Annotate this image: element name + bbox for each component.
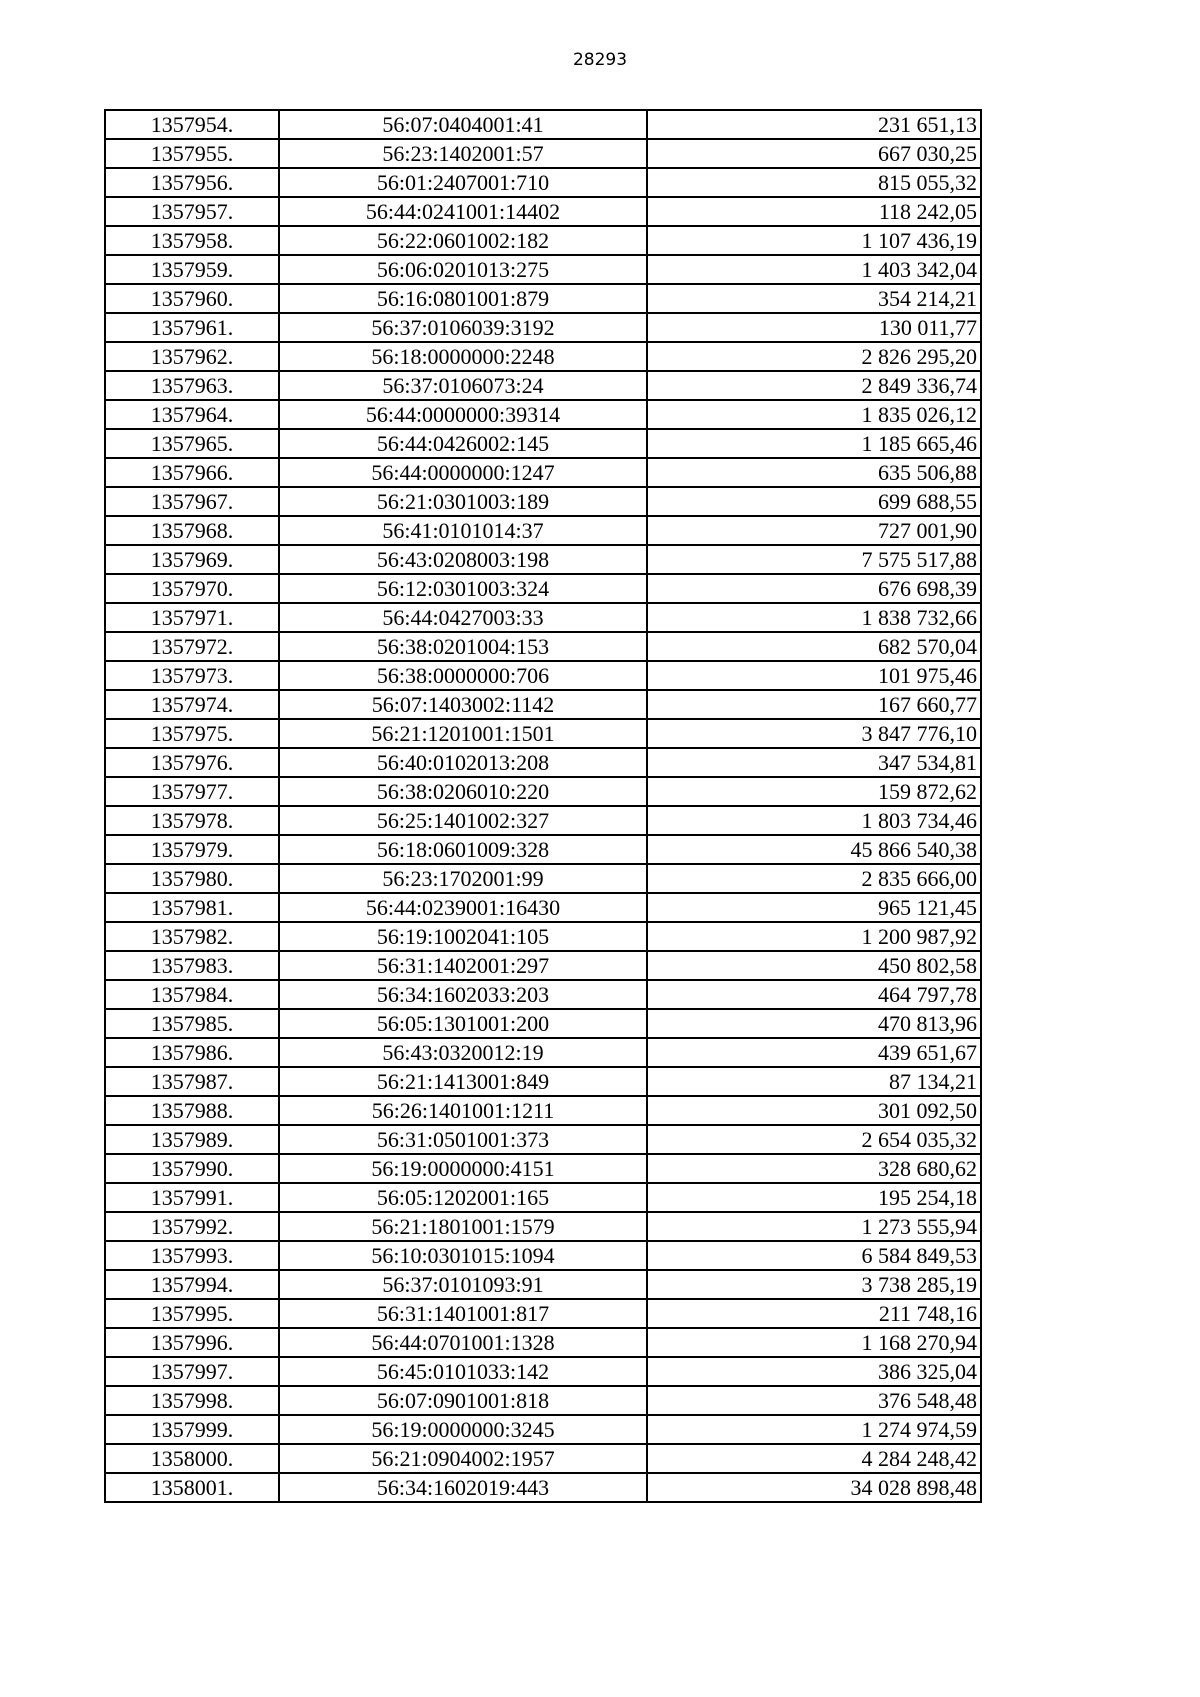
row-number-cell: 1357990. (105, 1154, 279, 1183)
value-amount-cell: 231 651,13 (647, 110, 981, 139)
table-row (105, 168, 981, 197)
row-number-cell: 1357985. (105, 1009, 279, 1038)
table-row (105, 1415, 981, 1444)
row-number-cell: 1357960. (105, 284, 279, 313)
cadastral-number-cell: 56:43:0208003:198 (279, 545, 647, 574)
row-number-cell: 1357956. (105, 168, 279, 197)
cadastral-number-cell: 56:31:1402001:297 (279, 951, 647, 980)
value-amount-cell: 464 797,78 (647, 980, 981, 1009)
cadastral-number-cell: 56:21:1801001:1579 (279, 1212, 647, 1241)
cadastral-number-cell: 56:21:0904002:1957 (279, 1444, 647, 1473)
value-amount-cell: 1 835 026,12 (647, 400, 981, 429)
cadastral-number-cell: 56:31:1401001:817 (279, 1299, 647, 1328)
row-number-cell: 1357961. (105, 313, 279, 342)
table-row (105, 922, 981, 951)
value-amount-cell: 676 698,39 (647, 574, 981, 603)
value-amount-cell: 7 575 517,88 (647, 545, 981, 574)
value-amount-cell: 386 325,04 (647, 1357, 981, 1386)
table-row (105, 893, 981, 922)
value-amount-cell: 470 813,96 (647, 1009, 981, 1038)
cadastral-number-cell: 56:01:2407001:710 (279, 168, 647, 197)
cadastral-number-cell: 56:21:1413001:849 (279, 1067, 647, 1096)
table-row (105, 864, 981, 893)
row-number-cell: 1357988. (105, 1096, 279, 1125)
table-row (105, 313, 981, 342)
row-number-cell: 1357984. (105, 980, 279, 1009)
row-number-cell: 1357994. (105, 1270, 279, 1299)
table-row (105, 371, 981, 400)
cadastral-number-cell: 56:18:0000000:2248 (279, 342, 647, 371)
value-amount-cell: 328 680,62 (647, 1154, 981, 1183)
row-number-cell: 1357992. (105, 1212, 279, 1241)
table-row (105, 1444, 981, 1473)
cadastral-number-cell: 56:44:0426002:145 (279, 429, 647, 458)
cadastral-number-cell: 56:44:0000000:1247 (279, 458, 647, 487)
table-row (105, 1241, 981, 1270)
row-number-cell: 1357986. (105, 1038, 279, 1067)
table-row (105, 777, 981, 806)
row-number-cell: 1357955. (105, 139, 279, 168)
value-amount-cell: 130 011,77 (647, 313, 981, 342)
cadastral-number-cell: 56:07:0901001:818 (279, 1386, 647, 1415)
table-row (105, 197, 981, 226)
cadastral-number-cell: 56:19:0000000:3245 (279, 1415, 647, 1444)
value-amount-cell: 4 284 248,42 (647, 1444, 981, 1473)
table-row (105, 139, 981, 168)
table-row (105, 980, 981, 1009)
row-number-cell: 1357996. (105, 1328, 279, 1357)
table-row (105, 458, 981, 487)
cadastral-number-cell: 56:38:0000000:706 (279, 661, 647, 690)
row-number-cell: 1357981. (105, 893, 279, 922)
table-row (105, 1473, 981, 1502)
row-number-cell: 1357982. (105, 922, 279, 951)
value-amount-cell: 3 738 285,19 (647, 1270, 981, 1299)
value-amount-cell: 347 534,81 (647, 748, 981, 777)
row-number-cell: 1357968. (105, 516, 279, 545)
table-row (105, 719, 981, 748)
row-number-cell: 1358000. (105, 1444, 279, 1473)
table-row (105, 1125, 981, 1154)
cadastral-number-cell: 56:43:0320012:19 (279, 1038, 647, 1067)
row-number-cell: 1357959. (105, 255, 279, 284)
value-amount-cell: 159 872,62 (647, 777, 981, 806)
value-amount-cell: 6 584 849,53 (647, 1241, 981, 1270)
value-amount-cell: 45 866 540,38 (647, 835, 981, 864)
table-row (105, 487, 981, 516)
value-amount-cell: 354 214,21 (647, 284, 981, 313)
table-row (105, 661, 981, 690)
cadastral-number-cell: 56:05:1202001:165 (279, 1183, 647, 1212)
cadastral-number-cell: 56:37:0106039:3192 (279, 313, 647, 342)
row-number-cell: 1357971. (105, 603, 279, 632)
value-amount-cell: 1 838 732,66 (647, 603, 981, 632)
cadastral-number-cell: 56:34:1602033:203 (279, 980, 647, 1009)
table-row (105, 226, 981, 255)
cadastral-number-cell: 56:10:0301015:1094 (279, 1241, 647, 1270)
cadastral-number-cell: 56:19:1002041:105 (279, 922, 647, 951)
table-row (105, 284, 981, 313)
row-number-cell: 1357962. (105, 342, 279, 371)
row-number-cell: 1357967. (105, 487, 279, 516)
cadastral-number-cell: 56:37:0101093:91 (279, 1270, 647, 1299)
cadastral-number-cell: 56:21:0301003:189 (279, 487, 647, 516)
cadastral-number-cell: 56:41:0101014:37 (279, 516, 647, 545)
table-row (105, 1212, 981, 1241)
value-amount-cell: 815 055,32 (647, 168, 981, 197)
row-number-cell: 1357966. (105, 458, 279, 487)
row-number-cell: 1357989. (105, 1125, 279, 1154)
value-amount-cell: 1 107 436,19 (647, 226, 981, 255)
value-amount-cell: 727 001,90 (647, 516, 981, 545)
value-amount-cell: 101 975,46 (647, 661, 981, 690)
value-amount-cell: 2 826 295,20 (647, 342, 981, 371)
row-number-cell: 1358001. (105, 1473, 279, 1502)
row-number-cell: 1357991. (105, 1183, 279, 1212)
table-row (105, 603, 981, 632)
row-number-cell: 1357977. (105, 777, 279, 806)
row-number-cell: 1357964. (105, 400, 279, 429)
value-amount-cell: 1 273 555,94 (647, 1212, 981, 1241)
table-row (105, 1328, 981, 1357)
table-row (105, 1096, 981, 1125)
row-number-cell: 1357999. (105, 1415, 279, 1444)
cadastral-number-cell: 56:44:0701001:1328 (279, 1328, 647, 1357)
row-number-cell: 1357976. (105, 748, 279, 777)
table-row (105, 516, 981, 545)
value-amount-cell: 3 847 776,10 (647, 719, 981, 748)
value-amount-cell: 376 548,48 (647, 1386, 981, 1415)
cadastral-value-table (104, 109, 982, 1503)
row-number-cell: 1357980. (105, 864, 279, 893)
value-amount-cell: 1 168 270,94 (647, 1328, 981, 1357)
cadastral-number-cell: 56:22:0601002:182 (279, 226, 647, 255)
table-row (105, 835, 981, 864)
value-amount-cell: 699 688,55 (647, 487, 981, 516)
table-row (105, 1009, 981, 1038)
cadastral-number-cell: 56:19:0000000:4151 (279, 1154, 647, 1183)
cadastral-number-cell: 56:06:0201013:275 (279, 255, 647, 284)
value-amount-cell: 167 660,77 (647, 690, 981, 719)
value-amount-cell: 635 506,88 (647, 458, 981, 487)
cadastral-number-cell: 56:12:0301003:324 (279, 574, 647, 603)
value-amount-cell: 2 654 035,32 (647, 1125, 981, 1154)
row-number-cell: 1357957. (105, 197, 279, 226)
value-amount-cell: 1 185 665,46 (647, 429, 981, 458)
row-number-cell: 1357954. (105, 110, 279, 139)
table-row (105, 806, 981, 835)
table-row (105, 1270, 981, 1299)
row-number-cell: 1357958. (105, 226, 279, 255)
row-number-cell: 1357975. (105, 719, 279, 748)
cadastral-number-cell: 56:31:0501001:373 (279, 1125, 647, 1154)
cadastral-number-cell: 56:38:0201004:153 (279, 632, 647, 661)
table-row (105, 342, 981, 371)
cadastral-number-cell: 56:40:0102013:208 (279, 748, 647, 777)
value-amount-cell: 667 030,25 (647, 139, 981, 168)
value-amount-cell: 195 254,18 (647, 1183, 981, 1212)
cadastral-number-cell: 56:23:1402001:57 (279, 139, 647, 168)
page-number: 28293 (572, 50, 628, 70)
value-amount-cell: 1 200 987,92 (647, 922, 981, 951)
cadastral-number-cell: 56:37:0106073:24 (279, 371, 647, 400)
cadastral-number-cell: 56:44:0427003:33 (279, 603, 647, 632)
table-row (105, 255, 981, 284)
value-amount-cell: 211 748,16 (647, 1299, 981, 1328)
cadastral-number-cell: 56:45:0101033:142 (279, 1357, 647, 1386)
cadastral-number-cell: 56:34:1602019:443 (279, 1473, 647, 1502)
cadastral-number-cell: 56:25:1401002:327 (279, 806, 647, 835)
cadastral-number-cell: 56:44:0239001:16430 (279, 893, 647, 922)
row-number-cell: 1357983. (105, 951, 279, 980)
value-amount-cell: 1 803 734,46 (647, 806, 981, 835)
value-amount-cell: 1 274 974,59 (647, 1415, 981, 1444)
table-row (105, 1067, 981, 1096)
table-row (105, 748, 981, 777)
table-row (105, 1154, 981, 1183)
value-amount-cell: 965 121,45 (647, 893, 981, 922)
cadastral-number-cell: 56:26:1401001:1211 (279, 1096, 647, 1125)
table-row (105, 545, 981, 574)
row-number-cell: 1357993. (105, 1241, 279, 1270)
cadastral-number-cell: 56:18:0601009:328 (279, 835, 647, 864)
table-row (105, 951, 981, 980)
row-number-cell: 1357995. (105, 1299, 279, 1328)
value-amount-cell: 2 835 666,00 (647, 864, 981, 893)
cadastral-number-cell: 56:07:0404001:41 (279, 110, 647, 139)
row-number-cell: 1357963. (105, 371, 279, 400)
table-row (105, 1183, 981, 1212)
table-row (105, 400, 981, 429)
cadastral-number-cell: 56:07:1403002:1142 (279, 690, 647, 719)
cadastral-number-cell: 56:16:0801001:879 (279, 284, 647, 313)
table-row (105, 1038, 981, 1067)
row-number-cell: 1357987. (105, 1067, 279, 1096)
row-number-cell: 1357965. (105, 429, 279, 458)
row-number-cell: 1357969. (105, 545, 279, 574)
row-number-cell: 1357972. (105, 632, 279, 661)
value-amount-cell: 87 134,21 (647, 1067, 981, 1096)
value-amount-cell: 439 651,67 (647, 1038, 981, 1067)
table-body (105, 110, 981, 1502)
value-amount-cell: 34 028 898,48 (647, 1473, 981, 1502)
cadastral-number-cell: 56:38:0206010:220 (279, 777, 647, 806)
value-amount-cell: 1 403 342,04 (647, 255, 981, 284)
cadastral-number-cell: 56:44:0000000:39314 (279, 400, 647, 429)
value-amount-cell: 118 242,05 (647, 197, 981, 226)
table-row (105, 574, 981, 603)
value-amount-cell: 2 849 336,74 (647, 371, 981, 400)
cadastral-number-cell: 56:44:0241001:14402 (279, 197, 647, 226)
cadastral-number-cell: 56:21:1201001:1501 (279, 719, 647, 748)
table-row (105, 110, 981, 139)
row-number-cell: 1357970. (105, 574, 279, 603)
row-number-cell: 1357978. (105, 806, 279, 835)
cadastral-number-cell: 56:05:1301001:200 (279, 1009, 647, 1038)
row-number-cell: 1357979. (105, 835, 279, 864)
value-amount-cell: 682 570,04 (647, 632, 981, 661)
table-row (105, 632, 981, 661)
row-number-cell: 1357974. (105, 690, 279, 719)
table-row (105, 1299, 981, 1328)
value-amount-cell: 450 802,58 (647, 951, 981, 980)
table-row (105, 429, 981, 458)
row-number-cell: 1357998. (105, 1386, 279, 1415)
cadastral-number-cell: 56:23:1702001:99 (279, 864, 647, 893)
value-amount-cell: 301 092,50 (647, 1096, 981, 1125)
row-number-cell: 1357997. (105, 1357, 279, 1386)
table-row (105, 1386, 981, 1415)
table-row (105, 1357, 981, 1386)
row-number-cell: 1357973. (105, 661, 279, 690)
table-row (105, 690, 981, 719)
